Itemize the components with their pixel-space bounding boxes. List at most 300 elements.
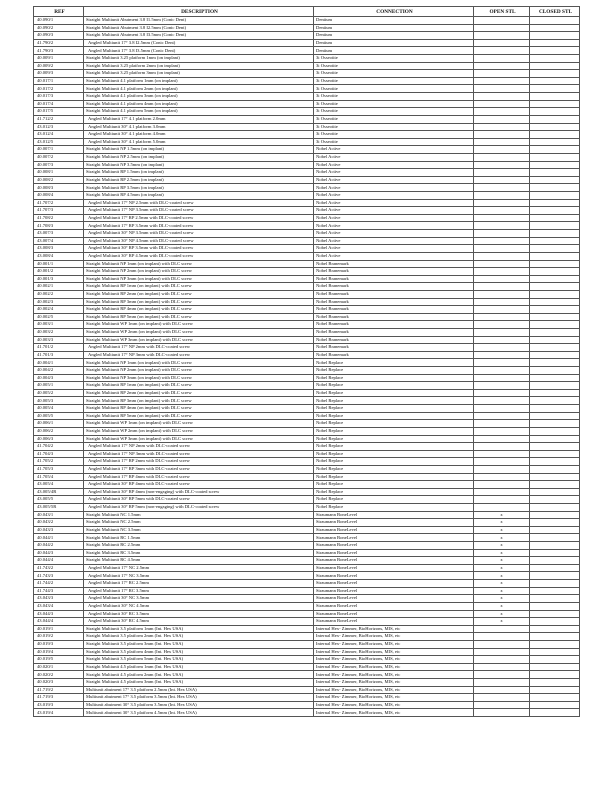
table-row	[34, 207, 580, 215]
closed-stl-cell	[530, 39, 580, 47]
description-column-header: DESCRIPTION	[84, 7, 314, 17]
closed-stl-cell	[530, 283, 580, 291]
closed-stl-cell	[530, 351, 580, 359]
table-row	[34, 526, 580, 534]
closed-stl-cell	[530, 359, 580, 367]
description-cell: Angled Multiunit 30° RC 4.5mm	[84, 618, 314, 626]
ref-cell: 40.017/1	[34, 77, 84, 85]
open-stl-cell	[474, 389, 530, 397]
table-row	[34, 443, 580, 451]
description-cell: Angled Multiunit 17° NP 2mm with DLC-coated screw	[84, 344, 314, 352]
description-cell: Angled Multiunit 30° 4.1 platform 4.0mm	[84, 131, 314, 139]
description-cell: Angled Multiunit 17° RP 3mm with DLC-coated screw	[84, 465, 314, 473]
table-row	[34, 47, 580, 55]
closed-stl-cell	[530, 564, 580, 572]
open-stl-cell	[474, 709, 530, 717]
closed-stl-cell	[530, 77, 580, 85]
open-stl-cell	[474, 290, 530, 298]
table-row	[34, 648, 580, 656]
description-cell: Straight Multiunit NP 1mm (on implant) with DLC screw	[84, 260, 314, 268]
closed-stl-cell	[530, 321, 580, 329]
description-cell: Straight Multiunit RP 5mm (on implant) with DLC screw	[84, 412, 314, 420]
closed-stl-cell	[530, 24, 580, 32]
description-cell: Straight Multiunit 4.1 platform 1mm (on implant)	[84, 77, 314, 85]
description-cell: Multiunit abutment 17° 3.5 platform 3.5mm (Int. Hex USA)	[84, 694, 314, 702]
description-cell: Angled Multiunit 30° 4.1 platform 5.0mm	[84, 138, 314, 146]
closed-stl-cell	[530, 17, 580, 25]
open-stl-cell	[474, 344, 530, 352]
table-row	[34, 580, 580, 588]
table-row	[34, 671, 580, 679]
connection-cell: 3i Osseotite	[314, 138, 474, 146]
description-cell: Straight Multiunit NP 3mm (on implant) with DLC screw	[84, 275, 314, 283]
closed-stl-cell	[530, 260, 580, 268]
ref-cell: 40.044/3	[34, 549, 84, 557]
open-stl-cell	[474, 138, 530, 146]
ref-cell: 40.019/5	[34, 656, 84, 664]
open-stl-cell	[474, 222, 530, 230]
description-cell: Angled Multiunit 30° RP 5mm (non-engaging) with DLC-coated screw	[84, 504, 314, 512]
closed-stl-cell	[530, 32, 580, 40]
ref-cell: 40.006/3	[34, 435, 84, 443]
connection-cell: Nobel Branemark	[314, 283, 474, 291]
closed-stl-cell	[530, 138, 580, 146]
connection-cell: Nobel Branemark	[314, 313, 474, 321]
ref-cell: 40.005/4	[34, 405, 84, 413]
ref-cell: 40.002/2	[34, 290, 84, 298]
open-stl-cell	[474, 397, 530, 405]
description-cell: Angled Multiunit 17° RP 2.5mm with DLC-coated screw	[84, 214, 314, 222]
open-stl-cell	[474, 633, 530, 641]
closed-stl-cell	[530, 526, 580, 534]
connection-cell: Internal Hex- Zimmer, BioHorizons, MIS, etc	[314, 633, 474, 641]
open-stl-cell	[474, 24, 530, 32]
ref-cell: 40.003/3	[34, 336, 84, 344]
open-stl-cell	[474, 450, 530, 458]
table-row	[34, 587, 580, 595]
closed-stl-cell	[530, 47, 580, 55]
table-row	[34, 39, 580, 47]
ref-cell: 40.017/5	[34, 108, 84, 116]
ref-cell: 41.719/3	[34, 694, 84, 702]
description-cell: Straight Multiunit RP 5mm (on implant) with DLC screw	[84, 313, 314, 321]
closed-stl-cell	[530, 397, 580, 405]
table-row	[34, 420, 580, 428]
table-row	[34, 679, 580, 687]
ref-column-header: REF	[34, 7, 84, 17]
ref-cell: 40.001/1	[34, 260, 84, 268]
description-cell: Straight Multiunit 3.25 platform 2mm (on implant)	[84, 62, 314, 70]
closed-stl-cell	[530, 587, 580, 595]
table-row	[34, 389, 580, 397]
connection-column-header: CONNECTION	[314, 7, 474, 17]
connection-cell: Nobel Replace	[314, 504, 474, 512]
table-row	[34, 123, 580, 131]
description-cell: Straight Multiunit RP 3mm (on implant) with DLC screw	[84, 298, 314, 306]
open-stl-cell	[474, 458, 530, 466]
description-cell: Angled Multiunit 17° NP 3mm with DLC-coated screw	[84, 351, 314, 359]
description-cell: Angled Multiunit 17° NC 2.5mm	[84, 564, 314, 572]
connection-cell: Nobel Branemark	[314, 344, 474, 352]
description-cell: Straight Multiunit 4.1 platform 5mm (on implant)	[84, 108, 314, 116]
closed-stl-cell	[530, 389, 580, 397]
description-cell: Straight Multiunit 4.5 platform 2mm (Int. Hex USA)	[84, 671, 314, 679]
closed-stl-cell	[530, 405, 580, 413]
ref-cell: 43.012/4	[34, 131, 84, 139]
closed-stl-cell	[530, 290, 580, 298]
table-row	[34, 222, 580, 230]
closed-stl-cell	[530, 648, 580, 656]
product-sheet	[33, 6, 579, 717]
table-row	[34, 344, 580, 352]
ref-cell: 43.007/4	[34, 237, 84, 245]
description-cell: Angled Multiunit 17° RP 3.5mm with DLC-coated screw	[84, 222, 314, 230]
ref-cell: 40.009/3	[34, 70, 84, 78]
connection-cell: Nobel Replace	[314, 465, 474, 473]
ref-cell: 40.090/3	[34, 32, 84, 40]
table-row	[34, 77, 580, 85]
ref-cell: 41.790/3	[34, 47, 84, 55]
closed-stl-cell	[530, 625, 580, 633]
table-row	[34, 557, 580, 565]
table-row	[34, 686, 580, 694]
description-cell: Straight Multiunit 4.1 platform 3mm (on implant)	[84, 93, 314, 101]
closed-stl-cell	[530, 701, 580, 709]
description-cell: Angled Multiunit 30° RP 4mm (non-engaging) with DLC-coated screw	[84, 488, 314, 496]
connection-cell: Nobel Active	[314, 222, 474, 230]
open-stl-cell	[474, 640, 530, 648]
closed-stl-cell	[530, 115, 580, 123]
table-row	[34, 55, 580, 63]
ref-cell: 40.005/5	[34, 412, 84, 420]
open-stl-cell	[474, 184, 530, 192]
connection-cell: Straumann BoneLevel	[314, 534, 474, 542]
open-stl-cell: x	[474, 587, 530, 595]
ref-cell: 41.704/2	[34, 443, 84, 451]
closed-stl-cell	[530, 222, 580, 230]
connection-cell: Dentium	[314, 39, 474, 47]
ref-cell: 40.006/1	[34, 420, 84, 428]
connection-cell: 3i Osseotite	[314, 70, 474, 78]
connection-cell: Nobel Replace	[314, 374, 474, 382]
connection-cell: Nobel Branemark	[314, 290, 474, 298]
ref-cell: 43.044/4	[34, 618, 84, 626]
ref-cell: 40.003/1	[34, 321, 84, 329]
connection-cell: Nobel Active	[314, 169, 474, 177]
ref-cell: 43.008/4	[34, 252, 84, 260]
connection-cell: Straumann BoneLevel	[314, 564, 474, 572]
description-cell: Straight Multiunit 3.25 platform 1mm (on implant)	[84, 55, 314, 63]
description-cell: Straight Multiunit RC 1.5mm	[84, 534, 314, 542]
table-row	[34, 32, 580, 40]
connection-cell: Nobel Replace	[314, 481, 474, 489]
connection-cell: Internal Hex- Zimmer, BioHorizons, MIS, etc	[314, 701, 474, 709]
description-cell: Angled Multiunit 17° NP 3.5mm with DLC-coated screw	[84, 207, 314, 215]
ref-cell: 41.705/2	[34, 458, 84, 466]
table-row	[34, 382, 580, 390]
table-row	[34, 374, 580, 382]
ref-cell: 41.701/3	[34, 351, 84, 359]
open-stl-cell	[474, 465, 530, 473]
ref-cell: 43.044/3	[34, 610, 84, 618]
open-stl-cell	[474, 496, 530, 504]
table-row	[34, 252, 580, 260]
connection-cell: Nobel Replace	[314, 412, 474, 420]
description-cell: Multiunit abutment 17° 3.5 platform 2.5mm (Int. Hex USA)	[84, 686, 314, 694]
open-stl-cell	[474, 321, 530, 329]
open-stl-cell	[474, 359, 530, 367]
connection-cell: Nobel Replace	[314, 488, 474, 496]
connection-cell: 3i Osseotite	[314, 123, 474, 131]
connection-cell: Dentium	[314, 32, 474, 40]
description-cell: Straight Multiunit 3.5 platform 5mm (Int. Hex USA)	[84, 656, 314, 664]
description-cell: Multiunit abutment 30° 3.5 platform 4.5mm (Int. Hex USA)	[84, 709, 314, 717]
open-stl-cell	[474, 306, 530, 314]
closed-stl-cell	[530, 420, 580, 428]
table-row	[34, 93, 580, 101]
closed-stl-cell	[530, 481, 580, 489]
description-cell: Straight Multiunit NC 1.5mm	[84, 511, 314, 519]
closed-stl-cell	[530, 458, 580, 466]
description-cell: Multiunit abutment 30° 3.5 platform 3.5mm (Int. Hex USA)	[84, 701, 314, 709]
closed-stl-cell	[530, 465, 580, 473]
ref-cell: 40.007/3	[34, 161, 84, 169]
table-row	[34, 17, 580, 25]
connection-cell: Dentium	[314, 17, 474, 25]
connection-cell: Straumann BoneLevel	[314, 519, 474, 527]
table-row	[34, 359, 580, 367]
table-row	[34, 328, 580, 336]
ref-cell: 40.005/2	[34, 389, 84, 397]
closed-stl-cell	[530, 519, 580, 527]
open-stl-cell	[474, 207, 530, 215]
closed-stl-cell	[530, 450, 580, 458]
description-cell: Angled Multiunit 17° NP 2.5mm with DLC-coated screw	[84, 199, 314, 207]
ref-cell: 40.002/3	[34, 298, 84, 306]
connection-cell: Nobel Replace	[314, 435, 474, 443]
connection-cell: Internal Hex- Zimmer, BioHorizons, MIS, etc	[314, 694, 474, 702]
connection-cell: Straumann BoneLevel	[314, 610, 474, 618]
table-row	[34, 100, 580, 108]
description-cell: Straight Multiunit 3.5 platform 2mm (Int. Hex USA)	[84, 633, 314, 641]
closed-stl-cell	[530, 640, 580, 648]
open-stl-cell	[474, 374, 530, 382]
description-cell: Straight Multiunit RP 1mm (on implant) with DLC screw	[84, 283, 314, 291]
connection-cell: Nobel Active	[314, 153, 474, 161]
description-cell: Straight Multiunit 3.5 platform 4mm (Int. Hex USA)	[84, 648, 314, 656]
table-row	[34, 610, 580, 618]
table-row	[34, 70, 580, 78]
open-stl-cell: x	[474, 534, 530, 542]
connection-cell: Nobel Replace	[314, 367, 474, 375]
ref-cell: 43.005/5R	[34, 504, 84, 512]
connection-cell: Nobel Active	[314, 252, 474, 260]
table-row	[34, 435, 580, 443]
ref-cell: 43.005/5	[34, 496, 84, 504]
open-stl-cell	[474, 115, 530, 123]
description-cell: Angled Multiunit 30° 4.1 platform 3.0mm	[84, 123, 314, 131]
ref-cell: 40.019/2	[34, 633, 84, 641]
open-stl-cell	[474, 70, 530, 78]
connection-cell: Nobel Active	[314, 207, 474, 215]
connection-cell: Nobel Replace	[314, 389, 474, 397]
closed-stl-cell	[530, 473, 580, 481]
connection-cell: Straumann BoneLevel	[314, 572, 474, 580]
table-row	[34, 321, 580, 329]
open-stl-cell	[474, 656, 530, 664]
ref-cell: 41.707/3	[34, 207, 84, 215]
ref-cell: 40.004/2	[34, 367, 84, 375]
connection-cell: Nobel Active	[314, 161, 474, 169]
table-row	[34, 504, 580, 512]
ref-cell: 40.090/2	[34, 24, 84, 32]
ref-cell: 40.008/1	[34, 169, 84, 177]
connection-cell: Nobel Replace	[314, 427, 474, 435]
description-cell: Straight Multiunit 4.5 platform 1mm (Int. Hex USA)	[84, 663, 314, 671]
table-row	[34, 511, 580, 519]
connection-cell: Nobel Replace	[314, 473, 474, 481]
table-row	[34, 427, 580, 435]
closed-stl-cell	[530, 618, 580, 626]
table-row	[34, 131, 580, 139]
ref-cell: 41.744/2	[34, 580, 84, 588]
open-stl-cell: x	[474, 602, 530, 610]
closed-stl-cell	[530, 427, 580, 435]
table-row	[34, 161, 580, 169]
connection-cell: Nobel Replace	[314, 359, 474, 367]
ref-cell: 40.020/1	[34, 663, 84, 671]
open-stl-cell	[474, 328, 530, 336]
table-row	[34, 595, 580, 603]
connection-cell: 3i Osseotite	[314, 131, 474, 139]
table-row	[34, 458, 580, 466]
closed-stl-cell	[530, 511, 580, 519]
connection-cell: 3i Osseotite	[314, 108, 474, 116]
description-cell: Straight Multiunit WP 3mm (on implant) with DLC screw	[84, 336, 314, 344]
description-cell: Straight Multiunit 4.5 platform 3mm (Int. Hex USA)	[84, 679, 314, 687]
table-row	[34, 298, 580, 306]
closed-stl-cell	[530, 412, 580, 420]
connection-cell: Nobel Replace	[314, 496, 474, 504]
open-stl-cell	[474, 153, 530, 161]
description-cell: Straight Multiunit WP 2mm (on implant) with DLC screw	[84, 328, 314, 336]
ref-cell: 40.043/2	[34, 519, 84, 527]
closed-stl-cell	[530, 686, 580, 694]
ref-cell: 40.044/4	[34, 557, 84, 565]
connection-cell: Nobel Active	[314, 237, 474, 245]
open-stl-cell	[474, 648, 530, 656]
description-cell: Straight Multiunit NP 2.5mm (on implant)	[84, 153, 314, 161]
table-row	[34, 473, 580, 481]
open-stl-cell	[474, 313, 530, 321]
closed-stl-cell	[530, 237, 580, 245]
open-stl-cell	[474, 230, 530, 238]
table-row	[34, 465, 580, 473]
ref-cell: 40.019/1	[34, 625, 84, 633]
open-stl-cell	[474, 131, 530, 139]
closed-stl-cell	[530, 153, 580, 161]
description-cell: Straight Multiunit 3.5 platform 1mm (Int. Hex USA)	[84, 625, 314, 633]
description-cell: Straight Multiunit 3.25 platform 3mm (on implant)	[84, 70, 314, 78]
open-stl-cell: x	[474, 542, 530, 550]
closed-stl-cell	[530, 336, 580, 344]
closed-stl-cell	[530, 572, 580, 580]
closed-stl-cell	[530, 709, 580, 717]
description-cell: Straight Multiunit RC 2.5mm	[84, 542, 314, 550]
closed-stl-cell	[530, 230, 580, 238]
ref-cell: 40.007/1	[34, 146, 84, 154]
connection-cell: Nobel Branemark	[314, 298, 474, 306]
connection-cell: Internal Hex- Zimmer, BioHorizons, MIS, etc	[314, 686, 474, 694]
table-row	[34, 153, 580, 161]
description-cell: Straight Multiunit NP 2mm (on implant) with DLC screw	[84, 367, 314, 375]
description-cell: Angled Multiunit 30° NC 4.5mm	[84, 602, 314, 610]
description-cell: Straight Multiunit RP 4mm (on implant) with DLC screw	[84, 405, 314, 413]
description-cell: Straight Multiunit NP 2mm (on implant) with DLC screw	[84, 268, 314, 276]
description-cell: Straight Multiunit WP 3mm (on implant) with DLC screw	[84, 435, 314, 443]
connection-cell: Internal Hex- Zimmer, BioHorizons, MIS, etc	[314, 640, 474, 648]
closed-stl-cell	[530, 275, 580, 283]
description-cell: Angled Multiunit 17° NP 2mm with DLC-coated screw	[84, 443, 314, 451]
table-row	[34, 481, 580, 489]
table-row	[34, 709, 580, 717]
connection-cell: Internal Hex- Zimmer, BioHorizons, MIS, etc	[314, 648, 474, 656]
closed-stl-cell	[530, 663, 580, 671]
closed-stl-cell	[530, 610, 580, 618]
open-stl-cell	[474, 443, 530, 451]
description-cell: Straight Multiunit NC 2.5mm	[84, 519, 314, 527]
connection-cell: Internal Hex- Zimmer, BioHorizons, MIS, etc	[314, 663, 474, 671]
table-row	[34, 496, 580, 504]
table-row	[34, 564, 580, 572]
open-stl-cell: x	[474, 618, 530, 626]
closed-stl-cell	[530, 306, 580, 314]
closed-stl-column-header: CLOSED STL	[530, 7, 580, 17]
connection-cell: Nobel Branemark	[314, 321, 474, 329]
table-row	[34, 237, 580, 245]
table-row	[34, 306, 580, 314]
table-row	[34, 602, 580, 610]
open-stl-cell	[474, 382, 530, 390]
description-cell: Angled Multiunit 17° NC 3.5mm	[84, 572, 314, 580]
table-row	[34, 214, 580, 222]
table-body	[34, 17, 580, 717]
description-cell: Angled Multiunit 17° 3.8 I3.5mm (Conic Dent)	[84, 47, 314, 55]
description-cell: Angled Multiunit 17° 4.1 platform 2.0mm	[84, 115, 314, 123]
table-row	[34, 405, 580, 413]
closed-stl-cell	[530, 252, 580, 260]
description-cell: Straight Multiunit 3.5 platform 3mm (Int. Hex USA)	[84, 640, 314, 648]
description-cell: Straight Multiunit WP 2mm (on implant) with DLC screw	[84, 427, 314, 435]
ref-cell: 41.712/2	[34, 115, 84, 123]
ref-cell: 40.008/3	[34, 184, 84, 192]
connection-cell: Nobel Branemark	[314, 336, 474, 344]
closed-stl-cell	[530, 245, 580, 253]
connection-cell: Internal Hex- Zimmer, BioHorizons, MIS, etc	[314, 656, 474, 664]
description-cell: Straight Multiunit 4.1 platform 2mm (on implant)	[84, 85, 314, 93]
ref-cell: 40.020/2	[34, 671, 84, 679]
description-cell: Angled Multiunit 17° 3.8 I2.5mm (Conic Dent)	[84, 39, 314, 47]
open-stl-cell	[474, 367, 530, 375]
open-stl-cell	[474, 214, 530, 222]
closed-stl-cell	[530, 435, 580, 443]
open-stl-cell	[474, 275, 530, 283]
ref-cell: 40.002/4	[34, 306, 84, 314]
closed-stl-cell	[530, 344, 580, 352]
connection-cell: Straumann BoneLevel	[314, 618, 474, 626]
table-row	[34, 572, 580, 580]
open-stl-cell	[474, 268, 530, 276]
